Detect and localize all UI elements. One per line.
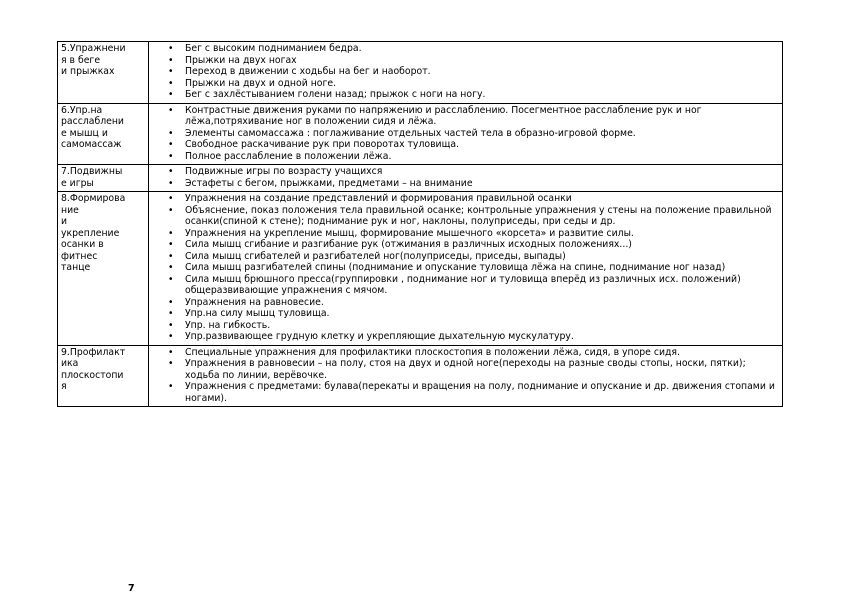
exercise-cell <box>149 345 783 407</box>
list-item: • Упр.развивающее грудную клетку и укрепляющие дыхательную мускулатуру. <box>152 331 779 343</box>
exercise-list <box>152 105 779 163</box>
list-item: • Сила мышц сгибание и разгибание рук (отжимания в различных исходных положениях...) <box>152 239 779 251</box>
exercise-cell <box>149 192 783 346</box>
topic-label: 9.Профилакт ика плоскостопи я <box>61 346 126 392</box>
list-item: • Упражнения на создание представлений и формирования правильной осанки <box>152 193 779 205</box>
exercise-cell <box>149 165 783 192</box>
exercise-list <box>152 43 779 101</box>
list-item: • Свободное раскачивание рук при поворотах туловища. <box>152 139 779 151</box>
list-item: • Эстафеты с бегом, прыжками, предметами – на внимание <box>152 178 779 190</box>
list-item: • Упражнения на равновесие. <box>152 297 779 309</box>
list-item: • Подвижные игры по возрасту учащихся <box>152 166 779 178</box>
list-item: • Объяснение, показ положения тела правильной осанке; контрольные упражнения у стены на положение правильной осанки(спиной к стене); поднимание рук и ног, наклоны, полуприседы, при седы и др. <box>152 205 779 228</box>
list-item: • Сила мышц разгибателей спины (поднимание и опускание туловища лёжа на спине, поднимание ног назад) <box>152 262 779 274</box>
topic-label: 5.Упражнени я в беге и прыжках <box>61 43 126 77</box>
topic-cell <box>58 165 149 192</box>
list-item: • Бег с захлёстыванием голени назад; прыжок с ноги на ногу. <box>152 89 779 101</box>
list-item: • Упражнения на укрепление мышц, формирование мышечного «корсета» и развитие силы. <box>152 228 779 240</box>
list-item: • Прыжки на двух ногах <box>152 55 779 67</box>
topic-cell <box>58 42 149 104</box>
table-row <box>58 42 783 104</box>
list-item: • Упражнения в равновесии – на полу, стоя на двух и одной ноге(переходы на разные своды стопы, носки, пятки); ходьба по линии, верёвочке. <box>152 358 779 381</box>
list-item: • Переход в движении с ходьбы на бег и наоборот. <box>152 66 779 78</box>
topic-label: 6.Упр.на расслаблени е мышц и самомассаж <box>61 104 124 150</box>
table-row <box>58 192 783 346</box>
page-number: 7 <box>128 583 135 594</box>
topic-cell <box>58 192 149 346</box>
exercise-plan-body <box>58 42 783 407</box>
list-item: • Сила мышц сгибателей и разгибателей ног(полуприседы, приседы, выпады) <box>152 251 779 263</box>
topic-label: 8.Формирова ние и укрепление осанки в фитнес танце <box>61 193 126 273</box>
list-item: • Упр. на гибкость. <box>152 320 779 332</box>
exercise-list <box>152 193 779 343</box>
table-row <box>58 165 783 192</box>
list-item: • Специальные упражнения для профилактики плоскостопия в положении лёжа, сидя, в упоре сидя. <box>152 347 779 359</box>
list-item: • Сила мышц брюшного пресса(группировки , поднимание ног и туловища вперёд из различных исх. положений) общеразвивающие упражнения с мячом. <box>152 274 779 297</box>
topic-cell <box>58 103 149 165</box>
exercise-plan-table <box>57 41 783 407</box>
topic-label: 7.Подвижны е игры <box>61 166 123 189</box>
list-item: • Полное расслабление в положении лёжа. <box>152 151 779 163</box>
table-row <box>58 345 783 407</box>
list-item: • Элементы самомассажа : поглаживание отдельных частей тела в образно-игровой форме. <box>152 128 779 140</box>
exercise-list <box>152 347 779 405</box>
exercise-cell <box>149 103 783 165</box>
exercise-list <box>152 166 779 189</box>
list-item: • Упражнения с предметами: булава(перекаты и вращения на полу, поднимание и опускание и др. движения стопами и ногами). <box>152 381 779 404</box>
list-item: • Упр.на силу мышц туловища. <box>152 308 779 320</box>
table-row <box>58 103 783 165</box>
exercise-cell <box>149 42 783 104</box>
topic-cell <box>58 345 149 407</box>
list-item: • Бег с высоким подниманием бедра. <box>152 43 779 55</box>
list-item: • Контрастные движения руками по напряжению и расслаблению. Посегментное расслабление рук и ног лёжа,потряхивание ног в положении сидя и лёжа. <box>152 105 779 128</box>
list-item: • Прыжки на двух и одной ноге. <box>152 78 779 90</box>
